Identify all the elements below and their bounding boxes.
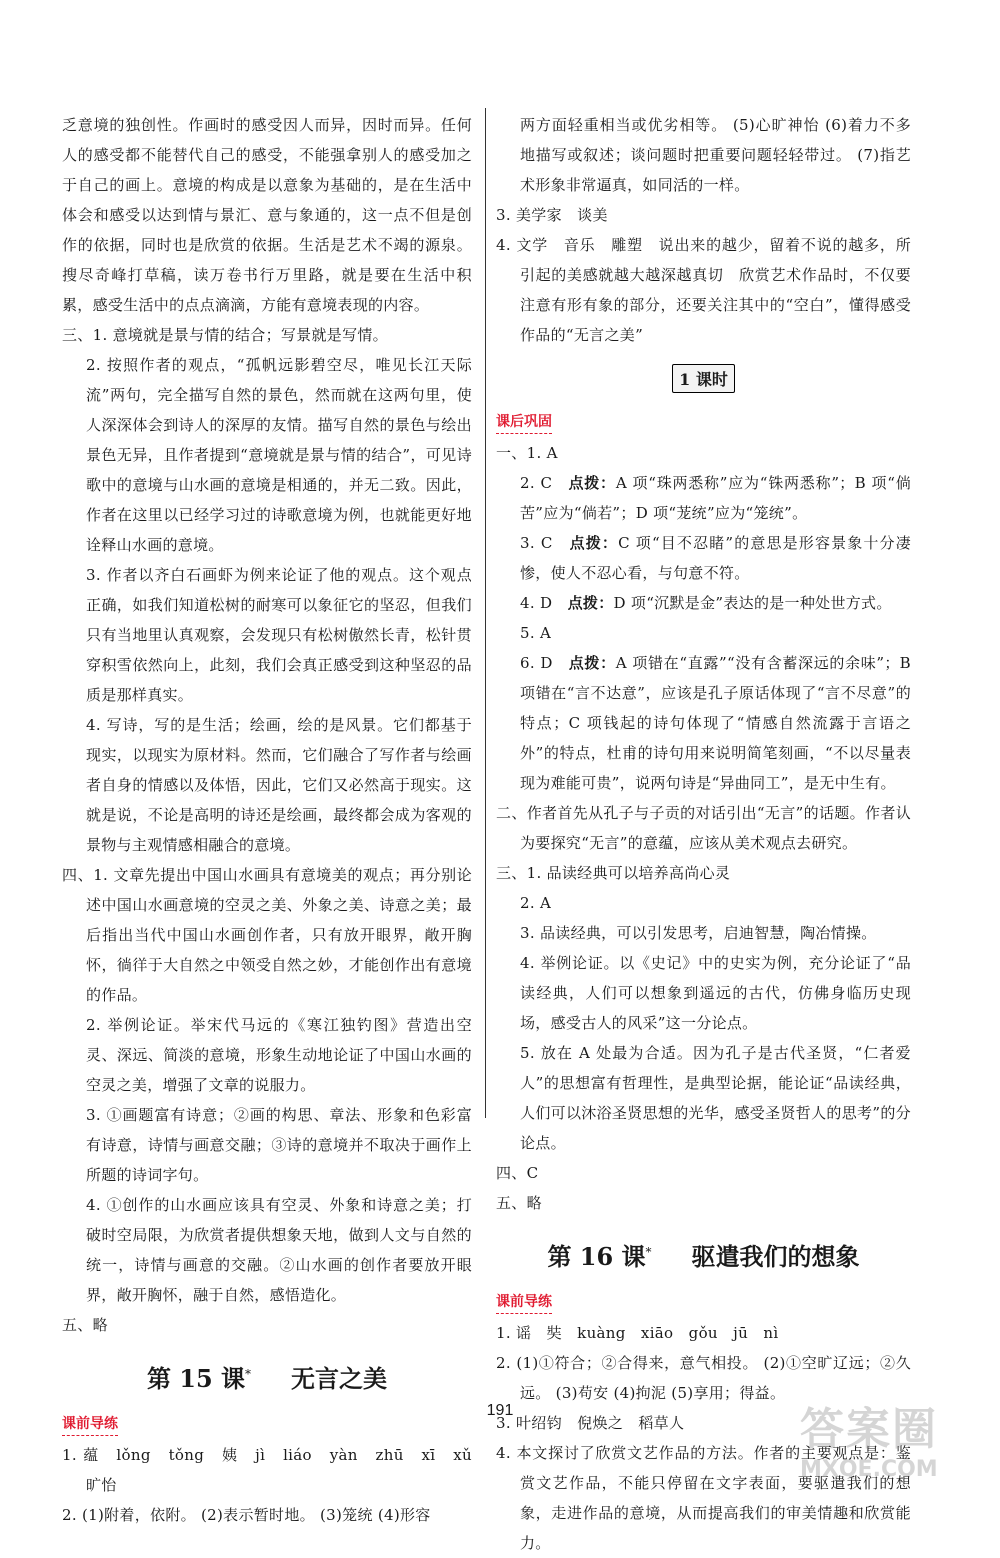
hint-label: 点拨： bbox=[568, 654, 616, 672]
page-number: 191 bbox=[486, 1402, 514, 1419]
answer-number: 2. C bbox=[520, 474, 569, 492]
answer-paragraph: 2. A bbox=[520, 894, 552, 912]
answer-paragraph: 五、略 bbox=[62, 1316, 108, 1334]
answer-paragraph: 1. 蕴 lǒng tǒng 姨 jì liáo yàn zhū xī xǔ 旷怡 bbox=[62, 1446, 488, 1494]
lesson-star: * bbox=[645, 1245, 652, 1259]
answer-paragraph: 3. 叶绍钧 倪焕之 稻草人 bbox=[496, 1414, 685, 1432]
hint-label: 点拨： bbox=[567, 594, 614, 612]
answer-paragraph: 5. 放在 A 处最为合适。因为孔子是古代圣贤，“仁者爱人”的思想富有哲理性，是典型论据，能论证“品读经典，人们可以沐浴圣贤思想的光华，感受圣贤哲人的思考”的分论点。 bbox=[520, 1044, 911, 1152]
answer-paragraph bbox=[496, 468, 911, 528]
answer-number: 6. D bbox=[520, 654, 569, 672]
answer-paragraph: 2. 按照作者的观点，“孤帆远影碧空尽，唯见长江天际流”两句，完全描写自然的景色，然而就在这两句里，使人深深体会到诗人的深厚的友情。描写自然的景色与绘出景色无异，且作者提到“意境就是景与情的结合”，可见诗歌中的意境与山水画的意境是相通的，并无二致。因此，作者在这里以已经学习过的诗歌意境为例，也就能更好地诠释山水画的意境。 bbox=[86, 356, 472, 554]
answer-paragraph: 4. 写诗，写的是生活；绘画，绘的是风景。它们都基于现实，以现实为原材料。然而，它们融合了写作者与绘画者自身的情感以及体悟，因此，它们又必然高于现实。这就是说，不论是高明的诗还是绘画，最终都会成为客观的景物与主观情感相融合的意境。 bbox=[86, 716, 472, 854]
answer-paragraph: 2. (1)①符合；②合得来，意气相投。 (2)①空旷辽远；②久远。 (3)苟安 (4)拘泥 (5)享用；得益。 bbox=[496, 1354, 911, 1402]
right-column bbox=[496, 110, 911, 1558]
lesson-star: * bbox=[245, 1367, 252, 1381]
answer-paragraph: 4. 本文探讨了欣赏文艺作品的方法。作者的主要观点是：鉴赏文艺作品，不能只停留在文字表面，要驱遣我们的想象，走进作品的意境，从而提高我们的审美情趣和欣赏能力。 bbox=[496, 1444, 911, 1552]
lesson-title: 驱遣我们的想象 bbox=[691, 1242, 860, 1271]
hint-label: 点拨： bbox=[569, 534, 619, 552]
watermark-text: 答案圈 bbox=[800, 1404, 938, 1455]
lesson-heading bbox=[496, 1232, 911, 1277]
answer-paragraph: 2. 举例论证。举宋代马远的《寒江独钓图》营造出空灵、深远、简淡的意境，形象生动地论证了中国山水画的空灵之美，增强了文章的说服力。 bbox=[86, 1016, 472, 1094]
answer-paragraph: 两方面轻重相当或优劣相等。 (5)心旷神怡 (6)着力不多地描写或叙述；谈问题时把重要问题轻轻带过。 (7)指艺术形象非常逼真，如同活的一样。 bbox=[520, 116, 911, 194]
answer-paragraph bbox=[496, 648, 911, 798]
answer-paragraph: 1. 谣 奘 kuàng xiāo gǒu jū nì bbox=[496, 1324, 779, 1342]
section-tag: 课后巩固 bbox=[496, 411, 552, 434]
answer-number: 3. C bbox=[520, 534, 570, 552]
section-tag: 课前导练 bbox=[62, 1413, 118, 1436]
answer-paragraph: 4. ①创作的山水画应该具有空灵、外象和诗意之美；打破时空局限，为欣赏者提供想象天地，做到人文与自然的统一，诗情与画意的交融。②山水画的创作者要放开眼界，敞开胸怀，融于自然，感悟造化。 bbox=[86, 1196, 472, 1304]
answer-paragraph bbox=[496, 588, 911, 618]
answer-text: C 项“目不忍睹”的意思是形容景象十分凄惨，使人不忍心看，与句意不符。 bbox=[520, 534, 912, 582]
watermark-logo bbox=[800, 1393, 990, 1483]
answer-paragraph: 四、1. 文章先提出中国山水画具有意境美的观点；再分别论述中国山水画意境的空灵之美、外象之美、诗意之美；最后指出当代中国山水画创作者，只有放开眼界，敞开胸怀，徜徉于大自然之中领受自然之妙，才能创作出有意境的作品。 bbox=[62, 866, 472, 1004]
answer-paragraph: 二、作者首先从孔子与子贡的对话引出“无言”的话题。作者认为要探究“无言”的意蕴，应该从美术观点去研究。 bbox=[496, 804, 911, 852]
answer-paragraph: 乏意境的独创性。作画时的感受因人而异，因时而异。任何人的感受都不能替代自己的感受，不能强拿别人的感受加之于自己的画上。意境的构成是以意象为基础的，是在生活中体会和感受以达到情与景汇、意与象通的，这一点不但是创作的依据，同时也是欣赏的依据。生活是艺术不竭的源泉。搜尽奇峰打草稿，读万卷书行万里路，就是要在生活中积累，感受生活中的点点滴滴，方能有意境表现的内容。 bbox=[62, 116, 472, 314]
answer-paragraph: 3. 美学家 谈美 bbox=[496, 206, 608, 224]
answer-paragraph: 4. 文学 音乐 雕塑 说出来的越少，留着不说的越多，所引起的美感就越大越深越真切 欣赏艺术作品时，不仅要注意有形有象的部分，还要关注其中的“空白”，懂得感受作品的“无言之美” bbox=[496, 236, 911, 344]
lesson-number: 第 16 课 bbox=[547, 1242, 646, 1271]
answer-paragraph: 3. 作者以齐白石画虾为例来论证了他的观点。这个观点正确，如我们知道松树的耐寒可以象征它的坚忍，但我们只有当地里认真观察，会发现只有松树傲然长青，松针贯穿积雪依然向上，此刻，我们会真正感受到这种坚忍的品质是那样真实。 bbox=[86, 566, 472, 704]
answer-paragraph bbox=[496, 528, 911, 588]
answer-paragraph: 四、C bbox=[496, 1164, 539, 1182]
lesson-heading bbox=[62, 1354, 472, 1399]
column-divider bbox=[485, 108, 486, 1118]
class-period-label: 1 课时 bbox=[672, 364, 735, 393]
lesson-title: 无言之美 bbox=[291, 1364, 388, 1393]
answer-paragraph: 4. 举例论证。以《史记》中的史实为例，充分论证了“品读经典，人们可以想象到遥远的古代，仿佛身临历史现场，感受古人的风采”这一分论点。 bbox=[520, 954, 911, 1032]
answer-text: A 项“珠两悉称”应为“铢两悉称”；B 项“倘苦”应为“倘若”；D 项“茏统”应为“笼统”。 bbox=[520, 474, 911, 522]
lesson-number: 第 15 课 bbox=[146, 1364, 246, 1393]
answer-paragraph: 三、1. 品读经典可以培养高尚心灵 bbox=[496, 864, 731, 882]
answer-text: A 项错在“直露”“没有含蓄深远的余味”；B 项错在“言不达意”，应该是孔子原话体现了“言不尽意”的特点；C 项钱起的诗句体现了“情感自然流露于言语之外”的特点，杜甫的诗句用来说明简笔刻画，“不以尽量表现为难能可贵”，说两句诗是“异曲同工”，是无中生有。 bbox=[520, 654, 912, 792]
answer-paragraph: 三、1. 意境就是景与情的结合；写景就是写情。 bbox=[62, 326, 388, 344]
answer-paragraph: 2. (1)附着，依附。 (2)表示暂时地。 (3)笼统 (4)形容 bbox=[62, 1506, 431, 1524]
answer-paragraph: 3. 品读经典，可以引发思考，启迪智慧，陶冶情操。 bbox=[520, 924, 877, 942]
answer-number: 4. D bbox=[520, 594, 568, 612]
answer-paragraph: 五、略 bbox=[496, 1194, 542, 1212]
hint-label: 点拨： bbox=[568, 474, 616, 492]
section-tag: 课前导练 bbox=[496, 1291, 552, 1314]
answer-text: D 项“沉默是金”表达的是一种处世方式。 bbox=[613, 594, 892, 612]
answer-paragraph: 3. ①画题富有诗意；②画的构思、章法、形象和色彩富有诗意，诗情与画意交融；③诗的意境并不取决于画作上所题的诗词字句。 bbox=[86, 1106, 472, 1184]
left-column bbox=[62, 110, 488, 1530]
answer-paragraph: 一、1. A bbox=[496, 444, 558, 462]
watermark-url: MXQE.COM bbox=[800, 1457, 938, 1482]
answer-paragraph: 5. A bbox=[520, 624, 552, 642]
